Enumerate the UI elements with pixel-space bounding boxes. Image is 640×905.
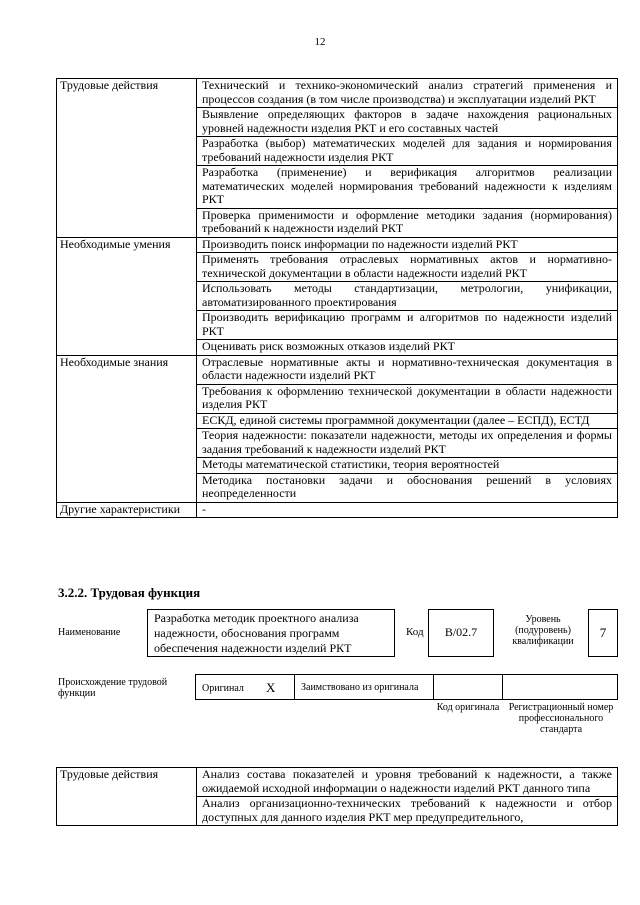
row-item-text: Методы математической статистики, теория вероятностей (197, 458, 618, 474)
origin-label: Происхождение трудовой функции (58, 677, 168, 699)
row-item-text: Требования к оформлению технической документации в области надежности изделия РКТ (197, 384, 618, 413)
row-item-text: Методика постановки задачи и обоснования решений в условиях неопределенности (197, 473, 618, 502)
level-label: Уровень (подуровень) квалификации (512, 614, 574, 647)
row-item-text: Применять требования отраслевых нормативных актов и нормативно-технической документации в области надежности изделий РКТ (197, 253, 618, 282)
row-item-text: Производить верификацию программ и алгоритмов по надежности изделий РКТ (197, 311, 618, 340)
row-item-text: ЕСКД, единой системы программной документации (далее – ЕСПД), ЕСТД (197, 413, 618, 429)
row-item-text: - (197, 502, 618, 518)
table-row (57, 355, 618, 384)
row-item-text: Теория надежности: показатели надежности, методы их определения и формы задания требований к надежности изделий РКТ (197, 429, 618, 458)
requirements-table (56, 78, 618, 518)
row-item-text: Использовать методы стандартизации, метрологии, унификации, автоматизированного проектирования (197, 282, 618, 311)
row-item-text: Технический и технико-экономический анализ стратегий применения и процессов создания (в том числе производства) и эксплуатации изделий РКТ (197, 79, 618, 108)
table-row (57, 237, 618, 253)
function-code-box (428, 609, 494, 657)
work-actions-table-body (57, 768, 618, 826)
function-code-value: В/02.7 (444, 625, 478, 639)
borrowed-cell (294, 674, 434, 700)
original-mark: X (266, 680, 276, 695)
row-group-label: Необходимые умения (57, 237, 197, 355)
table-row (57, 768, 618, 797)
table-row (57, 502, 618, 518)
code-original-label: Код оригинала (436, 702, 500, 713)
row-item-text: Разработка (применение) и верификация алгоритмов реализации математических моделей нормирования требований надежности к изделиям РКТ (197, 166, 618, 209)
row-group-label: Трудовые действия (57, 768, 197, 826)
row-item-text: Проверка применимости и оформление методики задания (нормирования) требований к надежности изделий РКТ (197, 208, 618, 237)
table-row (57, 79, 618, 108)
section-heading: 3.2.2. Трудовая функция (58, 585, 201, 600)
row-group-label: Трудовые действия (57, 79, 197, 238)
function-name-box (147, 609, 395, 657)
row-item-text: Разработка (выбор) математических моделей для задания и нормирования требований надежности изделия РКТ (197, 137, 618, 166)
row-item-text: Производить поиск информации по надежности изделий РКТ (197, 237, 618, 253)
work-actions-table (56, 767, 618, 826)
level-value-box (588, 609, 618, 657)
original-cell (195, 674, 295, 700)
row-item-text: Выявление определяющих факторов в задаче нахождения рациональных уровней надежности изделия РКТ и его составных частей (197, 108, 618, 137)
page-number: 12 (314, 36, 326, 48)
code-original-cell (433, 674, 503, 700)
code-label: Код (406, 626, 424, 638)
level-value: 7 (599, 625, 607, 640)
reg-number-cell (502, 674, 618, 700)
row-group-label: Необходимые знания (57, 355, 197, 502)
row-item-text: Анализ организационно-технических требований к надежности и отбор доступных для данного изделия РКТ мер предупредительного, (197, 797, 618, 826)
function-name-value: Разработка методик проектного анализа надежности, обоснования программ обеспечения надежности изделий РКТ (154, 611, 359, 655)
reg-number-label: Регистрационный номер профессионального стандарта (508, 702, 614, 735)
row-item-text: Оценивать риск возможных отказов изделий РКТ (197, 340, 618, 356)
row-group-label: Другие характеристики (57, 502, 197, 518)
row-item-text: Анализ состава показателей и уровня требований к надежности, а также ожидаемой исходной информации о надежности изделий РКТ данного типа (197, 768, 618, 797)
row-item-text: Отраслевые нормативные акты и нормативно-техническая документация в области надежности изделий РКТ (197, 355, 618, 384)
name-label: Наименование (58, 627, 121, 638)
borrowed-label: Заимствовано из оригинала (301, 682, 419, 693)
original-label: Оригинал (202, 683, 244, 694)
requirements-table-body (57, 79, 618, 518)
